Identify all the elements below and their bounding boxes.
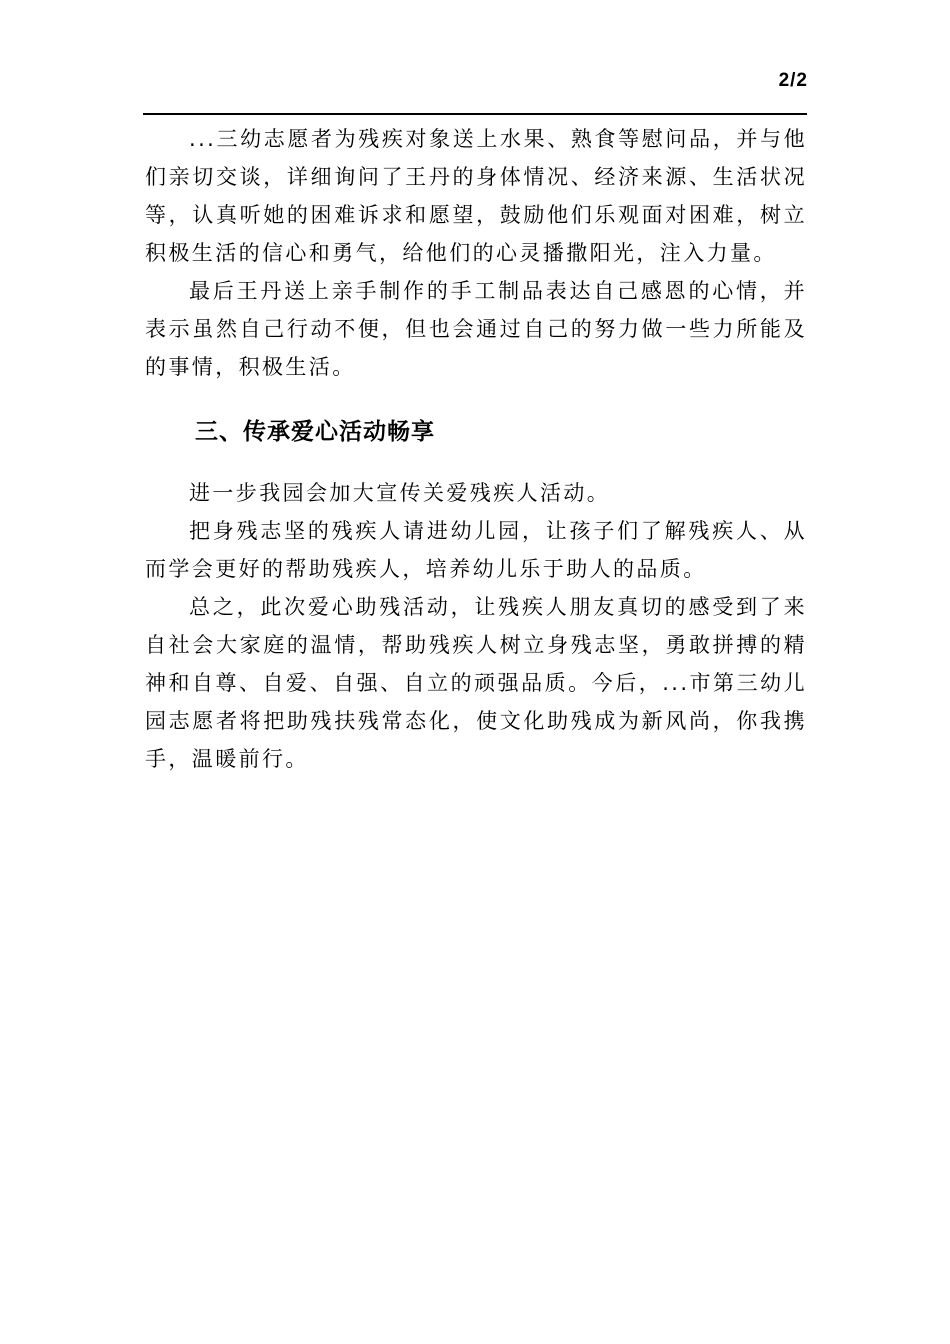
paragraph-conclusion: 总之，此次爱心助残活动，让残疾人朋友真切的感受到了来自社会大家庭的温情，帮助残疾人树立身残志坚，勇敢拼搏的精神和自尊、自爱、自强、自立的顽强品质。今后，...市第三幼儿园志愿者将把助残扶残常态化，使文化助残成为新风尚，你我携手，温暖前行。 — [145, 595, 807, 771]
page-number: 2/2 — [778, 70, 808, 91]
document-body — [145, 120, 807, 778]
paragraph-volunteer-visit: ...三幼志愿者为残疾对象送上水果、熟食等慰问品，并与他们亲切交谈，详细询问了王丹的身体情况、经济来源、生活状况等，认真听她的困难诉求和愿望，鼓励他们乐观面对困难，树立积极生活的信心和勇气，给他们的心灵播撒阳光，注入力量。 — [145, 127, 807, 265]
paragraph-promotion: 进一步我园会加大宣传关爱残疾人活动。 — [189, 481, 611, 505]
paragraph-handmade-gift: 最后王丹送上亲手制作的手工制品表达自己感恩的心情，并表示虽然自己行动不便，但也会通过自己的努力做一些力所能及的事情，积极生活。 — [145, 279, 807, 379]
header-divider — [143, 113, 807, 115]
paragraph-invite-kindergarten: 把身残志坚的残疾人请进幼儿园，让孩子们了解残疾人、从而学会更好的帮助残疾人，培养幼儿乐于助人的品质。 — [145, 519, 807, 581]
section-heading: 三、传承爱心活动畅享 — [195, 419, 435, 445]
